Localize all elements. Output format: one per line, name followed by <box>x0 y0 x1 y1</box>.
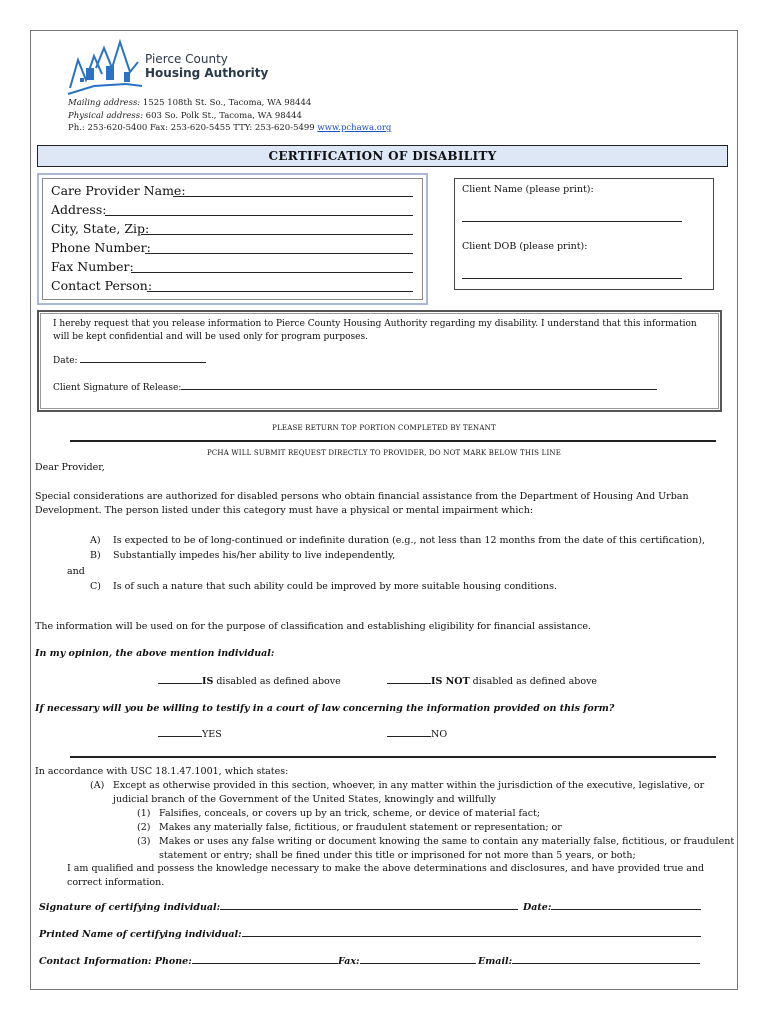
org-line-2: Housing Authority <box>145 66 269 80</box>
testify-question: If necessary will you be willing to testify in a court of law concerning the information provided on this form? <box>35 703 615 714</box>
provider-address-field[interactable]: Address: <box>51 202 106 218</box>
greeting: Dear Provider, <box>35 462 105 473</box>
legal-1: Falsifies, conceals, or covers up by an trick, scheme, or device of material fact; <box>159 808 541 819</box>
release-date-field[interactable]: Date: <box>53 355 206 368</box>
provider-contact-field[interactable]: Contact Person: <box>51 278 152 294</box>
legal-intro: In accordance with USC 18.1.47.1001, which states: <box>35 766 289 777</box>
website-link[interactable]: www.pchawa.org <box>317 123 392 133</box>
qualified-line-1: I am qualified and possess the knowledge necessary to make the above determinations and disclosures, and have provided true and <box>67 863 705 874</box>
printed-name-field[interactable]: Printed Name of certifying individual: <box>39 929 701 940</box>
client-name-field[interactable] <box>462 221 682 222</box>
provider-name-field[interactable]: Care Provider Name: <box>51 183 186 199</box>
item-c: Is of such a nature that such ability could be improved by more suitable housing conditions. <box>113 581 558 592</box>
legal-a-line-2: judicial branch of the Government of the United States, knowingly and willfully <box>113 794 496 805</box>
contact-fax-field[interactable]: Fax: <box>338 956 476 967</box>
item-b: Substantially impedes his/her ability to live independently, <box>113 550 396 561</box>
intro-line-1: Special considerations are authorized for disabled persons who obtain financial assistance from the Department of Housing And Urban <box>35 491 689 502</box>
client-dob-label: Client DOB (please print): <box>462 241 588 252</box>
page-title: CERTIFICATION OF DISABILITY <box>37 145 728 167</box>
is-not-disabled-option[interactable]: IS NOT disabled as defined above <box>387 675 597 688</box>
legal-3-label: (3) <box>137 836 151 847</box>
testify-yes-option[interactable]: YES <box>158 728 222 741</box>
return-notice: PLEASE RETURN TOP PORTION COMPLETED BY TENANT <box>272 424 496 432</box>
legal-a-line-1: Except as otherwise provided in this section, whoever, in any matter within the jurisdiction of the executive, legislative, or <box>113 780 705 791</box>
signature-date-field[interactable]: Date: <box>523 902 701 913</box>
org-line-1: Pierce County <box>145 52 228 66</box>
qualified-line-2: correct information. <box>67 877 165 888</box>
is-disabled-option[interactable]: IS disabled as defined above <box>158 675 341 688</box>
divider-top <box>70 440 716 442</box>
legal-3-line-2: statement or entry; shall be fined under this title or imprisoned for not more than 5 years, or both; <box>159 850 636 861</box>
signature-field[interactable]: Signature of certifying individual: <box>39 902 518 913</box>
client-dob-field[interactable] <box>462 278 682 279</box>
release-signature-field[interactable]: Client Signature of Release: <box>53 382 657 395</box>
opinion-heading: In my opinion, the above mention individual: <box>35 648 275 659</box>
mailing-label: Mailing address: <box>68 98 141 108</box>
client-name-label: Client Name (please print): <box>462 184 594 195</box>
release-text: I hereby request that you release information to Pierce County Housing Authority regarding my disability. I understand that this information will be kept confidential and will be used only for program purposes. <box>53 319 697 342</box>
physical-address: 603 So. Polk St., Tacoma, WA 98444 <box>142 110 302 121</box>
provider-fax-field[interactable]: Fax Number: <box>51 259 134 275</box>
legal-3-line-1: Makes or uses any false writing or document knowing the same to contain any materially false, fictitious, or fraudulent <box>159 836 735 847</box>
item-a: Is expected to be of long-continued or indefinite duration (e.g., not less than 12 months from the date of this certification), <box>113 535 705 546</box>
testify-no-option[interactable]: NO <box>387 728 447 741</box>
provider-city-field[interactable]: City, State, Zip: <box>51 221 149 237</box>
intro-line-2: Development. The person listed under this category must have a physical or mental impairment which: <box>35 505 534 516</box>
submit-notice: PCHA WILL SUBMIT REQUEST DIRECTLY TO PROVIDER, DO NOT MARK BELOW THIS LINE <box>206 449 562 457</box>
legal-2: Makes any materially false, fictitious, or fraudulent statement or representation; or <box>159 822 562 833</box>
purpose-text: The information will be used on for the purpose of classification and establishing eligibility for financial assistance. <box>35 621 592 632</box>
item-c-letter: C) <box>90 581 101 592</box>
mailing-address: 1525 108th St. So., Tacoma, WA 98444 <box>140 98 312 108</box>
contact-email-field[interactable]: Email: <box>478 956 700 967</box>
address-block <box>68 97 391 135</box>
org-name <box>145 52 268 80</box>
provider-box <box>37 173 428 305</box>
legal-a-label: (A) <box>90 780 105 791</box>
client-box <box>454 178 714 290</box>
physical-label: Physical address: <box>68 110 143 121</box>
release-box <box>37 310 722 412</box>
legal-1-label: (1) <box>137 808 151 819</box>
phone-line: Ph.: 253-620-5400 Fax: 253-620-5455 TTY: 253-620-5499 <box>68 123 318 133</box>
contact-phone-field[interactable]: Contact Information: Phone: <box>39 956 338 967</box>
item-a-letter: A) <box>90 535 101 546</box>
item-b-letter: B) <box>90 550 101 561</box>
provider-phone-field[interactable]: Phone Number: <box>51 240 151 256</box>
and-text: and <box>67 566 85 577</box>
divider-bottom <box>70 756 716 758</box>
legal-2-label: (2) <box>137 822 151 833</box>
